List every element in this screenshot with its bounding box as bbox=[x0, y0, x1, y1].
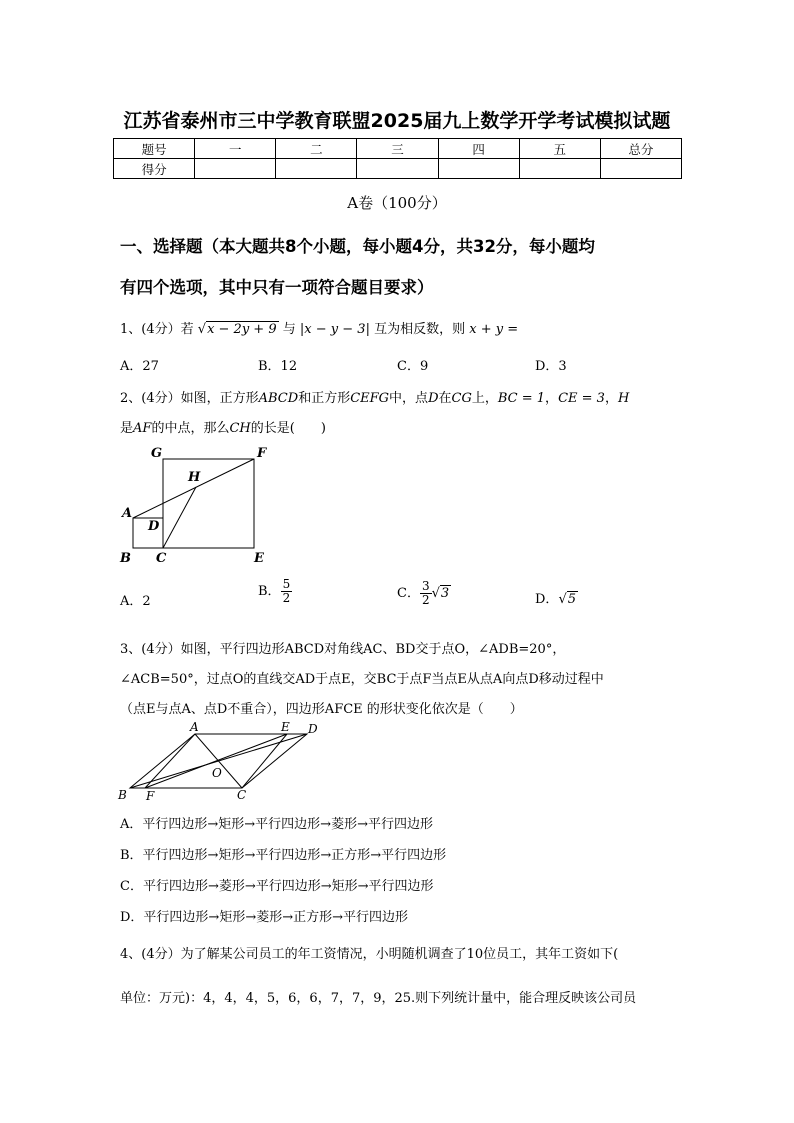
label-e: E bbox=[254, 551, 264, 566]
question-2-line2 bbox=[120, 417, 326, 436]
q2-math-ce: CE = 3 bbox=[558, 391, 605, 406]
q1-abs-content: x − y − 3 bbox=[304, 322, 366, 337]
q2-option-c-radicand: 3 bbox=[440, 586, 450, 601]
score-header-cell: 一 bbox=[195, 139, 276, 159]
q2-text: 中，点 bbox=[389, 391, 429, 406]
question-3-line1: 3、(4分）如图，平行四边形ABCD对角线AC、BD交于点O，∠ADB=20°， bbox=[120, 642, 566, 657]
part-a-heading: A卷（100分） bbox=[347, 194, 447, 212]
label-f: F bbox=[257, 446, 267, 461]
exam-title: 江苏省泰州市三中学教育联盟2025届九上数学开学考试模拟试题 bbox=[123, 110, 671, 132]
question-3-line2: ∠ACB=50°，过点O的直线交AD于点E，交BC于点F当点E从点A向点D移动过程中 bbox=[120, 672, 604, 687]
score-header-cell: 五 bbox=[519, 139, 600, 159]
q2-text: ， bbox=[604, 391, 618, 406]
label-g: G bbox=[151, 446, 163, 461]
q1-mid: 与 bbox=[282, 322, 296, 337]
label-b: B bbox=[118, 788, 127, 802]
q2-text: 在 bbox=[438, 391, 452, 406]
q1-radicand: x − 2y + 9 bbox=[207, 322, 277, 337]
q2-math-d: D bbox=[428, 391, 439, 406]
q2-math-h: H bbox=[617, 391, 630, 406]
score-header-cell: 题号 bbox=[114, 139, 195, 159]
q2-text: 是 bbox=[120, 421, 134, 436]
question-4-line1: 4、(4分）为了解某公司员工的年工资情况，小明随机调查了10位员工，其年工资如下( bbox=[120, 947, 619, 962]
q3-option-b: B．平行四边形→矩形→平行四边形→正方形→平行四边形 bbox=[120, 848, 447, 863]
score-cell bbox=[600, 159, 681, 179]
q2-text: 的长是( ) bbox=[250, 421, 326, 436]
q2-text: 和正方形 bbox=[298, 391, 351, 406]
q2-option-b bbox=[258, 578, 292, 605]
label-f: F bbox=[146, 789, 155, 803]
q3-figure bbox=[115, 722, 325, 804]
label-e: E bbox=[281, 722, 290, 734]
question-3-line3: （点E与点A、点D不重合），四边形AFCE 的形状变化依次是（ ） bbox=[120, 702, 523, 717]
fraction-numerator: 5 bbox=[282, 577, 291, 591]
score-table-header-row bbox=[114, 139, 682, 159]
score-table-score-row bbox=[114, 159, 682, 179]
q2-option-d: D．√5 bbox=[535, 592, 577, 607]
q2-math-abcd: ABCD bbox=[258, 391, 299, 406]
q2-option-c-fraction bbox=[420, 580, 432, 607]
question-4-line2: 单位：万元)：4，4，4，5，6，6，7，7，9，25.则下列统计量中，能合理反映该公司员 bbox=[120, 991, 637, 1006]
q2-math-bc: BC = 1 bbox=[497, 391, 546, 406]
q1-tail: x + y = bbox=[469, 322, 519, 337]
q2-text: 的中点，那么 bbox=[151, 421, 230, 436]
score-cell bbox=[195, 159, 276, 179]
fraction-denominator: 2 bbox=[282, 591, 291, 605]
q1-sqrt-expression: √x − 2y + 9 bbox=[197, 322, 277, 337]
label-a: A bbox=[190, 722, 199, 734]
label-b: B bbox=[120, 551, 131, 566]
label-o: O bbox=[212, 766, 222, 780]
q2-math-cg: CG bbox=[451, 391, 472, 406]
label-a: A bbox=[122, 506, 133, 521]
section-heading-line2: 有四个选项，其中只有一项符合题目要求） bbox=[120, 278, 434, 297]
score-header-cell: 三 bbox=[357, 139, 438, 159]
q2-text: ， bbox=[545, 391, 559, 406]
label-d: D bbox=[308, 722, 318, 736]
score-cell bbox=[276, 159, 357, 179]
label-c: C bbox=[237, 788, 247, 802]
q1-suffix: 互为相反数，则 bbox=[374, 322, 466, 337]
q1-option-c: C．9 bbox=[397, 359, 429, 374]
score-header-cell: 二 bbox=[276, 139, 357, 159]
q2-option-d-label: D． bbox=[535, 592, 559, 607]
q3-option-c: C．平行四边形→菱形→平行四边形→矩形→平行四边形 bbox=[120, 879, 434, 894]
q2-option-b-fraction bbox=[281, 578, 293, 605]
score-cell bbox=[357, 159, 438, 179]
segment-ch bbox=[163, 487, 196, 548]
q1-prefix: 1、(4分）若 bbox=[120, 322, 194, 337]
square-cefg bbox=[163, 459, 254, 548]
q2-math-cefg: CEFG bbox=[350, 391, 390, 406]
q2-option-a: A．2 bbox=[120, 594, 151, 609]
score-cell bbox=[519, 159, 600, 179]
score-header-cell: 总分 bbox=[600, 139, 681, 159]
segment-af bbox=[133, 459, 254, 518]
label-h: H bbox=[188, 470, 201, 485]
q1-option-b: B．12 bbox=[258, 359, 298, 374]
question-1-stem bbox=[120, 318, 518, 337]
q1-abs-expression: |x − y − 3| bbox=[299, 322, 370, 337]
section-heading-line1: 一、选择题（本大题共8个小题，每小题4分，共32分，每小题均 bbox=[120, 237, 595, 256]
q2-option-b-label: B． bbox=[258, 584, 281, 599]
q2-math-ch: CH bbox=[229, 421, 251, 436]
question-2-line1 bbox=[120, 387, 629, 406]
score-header-cell: 四 bbox=[438, 139, 519, 159]
fraction-numerator: 3 bbox=[421, 579, 430, 593]
score-cell bbox=[438, 159, 519, 179]
q1-option-a: A．27 bbox=[120, 359, 159, 374]
fraction-denominator: 2 bbox=[421, 593, 430, 607]
q2-math-af: AF bbox=[133, 421, 152, 436]
label-d: D bbox=[148, 519, 160, 534]
q1-option-d: D．3 bbox=[535, 359, 567, 374]
q2-figure bbox=[115, 440, 280, 568]
score-table bbox=[113, 138, 682, 179]
q2-option-c: C． $\frac{3}{2}$ √3 bbox=[397, 579, 450, 607]
segment-af bbox=[145, 734, 195, 788]
q2-text: 2、(4分）如图，正方形 bbox=[120, 391, 259, 406]
q3-option-a: A．平行四边形→矩形→平行四边形→菱形→平行四边形 bbox=[120, 817, 433, 832]
score-row-label: 得分 bbox=[114, 159, 195, 179]
q2-text: 上， bbox=[471, 391, 498, 406]
q3-option-d: D．平行四边形→矩形→菱形→正方形→平行四边形 bbox=[120, 910, 408, 925]
label-c: C bbox=[156, 551, 167, 566]
q2-option-c-label: C． bbox=[397, 586, 420, 601]
q2-option-d-radicand: 5 bbox=[567, 592, 577, 607]
